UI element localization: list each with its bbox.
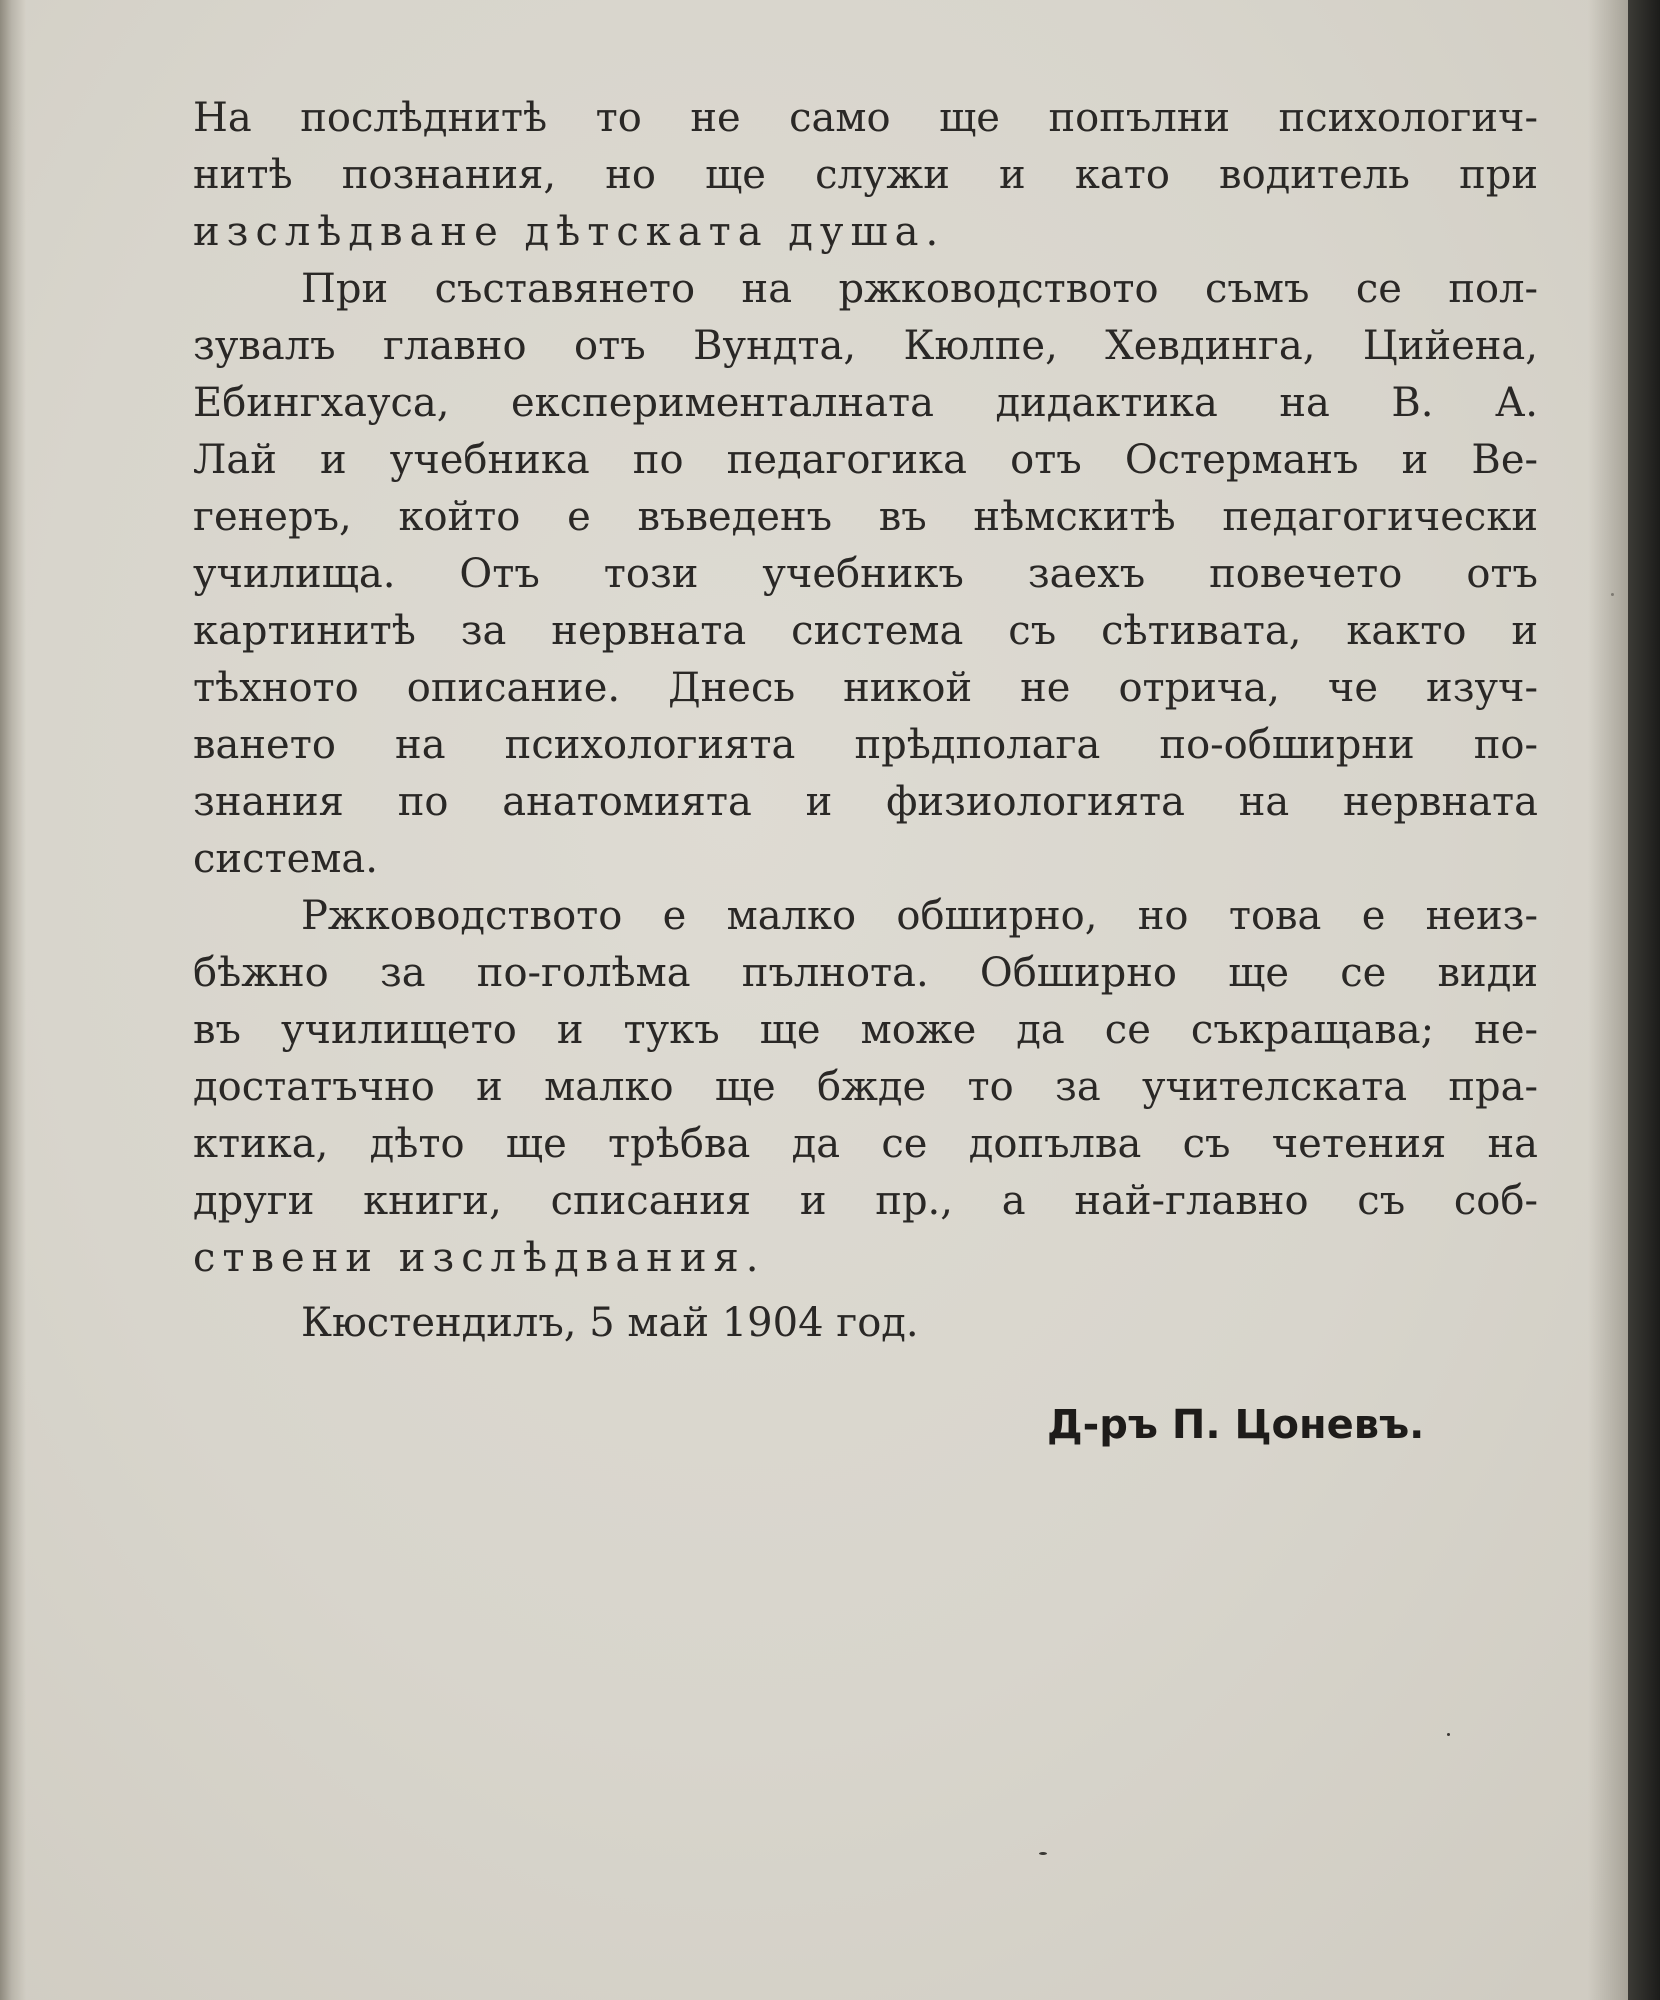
text-line: нитѣ познания, но ще служи и като водитель при bbox=[193, 152, 1538, 198]
paper-speck bbox=[1611, 593, 1614, 596]
text-line: ктика, дѣто ще трѣбва да се допълва съ четения на bbox=[193, 1121, 1538, 1167]
paper-speck bbox=[1039, 1852, 1047, 1855]
text-line: ването на психологията прѣдполага по-обширни по- bbox=[193, 722, 1538, 768]
text-line: бѣжно за по-голѣма пълнота. Обширно ще се види bbox=[193, 950, 1538, 996]
text-line: тѣхното описание. Днесь никой не отрича, че изуч- bbox=[193, 665, 1538, 711]
text-line: картинитѣ за нервната система съ сѣтивата, както и bbox=[193, 608, 1538, 654]
text-line: ствени изслѣдвания. bbox=[193, 1235, 766, 1281]
book-edge-shadow bbox=[1628, 0, 1660, 2000]
text-line: Ебингхауса, експерименталната дидактика на В. А. bbox=[193, 380, 1538, 426]
text-line: знания по анатомията и физиологията на нервната bbox=[193, 779, 1538, 825]
text-line: Лай и учебника по педагогика отъ Остерманъ и Ве- bbox=[193, 437, 1538, 483]
text-line: изслѣдване дѣтската душа. bbox=[193, 209, 946, 255]
text-line: система. bbox=[193, 836, 378, 882]
text-line: генеръ, който е въведенъ въ нѣмскитѣ педагогически bbox=[193, 494, 1538, 540]
text-line: училища. Отъ този учебникъ заехъ повечето отъ bbox=[193, 551, 1538, 597]
preface-text bbox=[193, 90, 1538, 1287]
text-line: други книги, списания и пр., а най-главно съ соб- bbox=[193, 1178, 1538, 1224]
text-line: зувалъ главно отъ Вундта, Кюлпе, Хевдинга, Цийена, bbox=[193, 323, 1538, 369]
text-line: въ училището и тукъ ще може да се съкращава; не- bbox=[193, 1007, 1538, 1053]
text-line: достатъчно и малко ще бжде то за учителската пра- bbox=[193, 1064, 1538, 1110]
text-line: При съставянето на ржководството съмъ се пол- bbox=[301, 266, 1538, 312]
author-signature: Д-ръ П. Цоневъ. bbox=[1047, 1402, 1425, 1448]
place-and-date: Кюстендилъ, 5 май 1904 год. bbox=[301, 1300, 919, 1346]
text-line: Ржководството е малко обширно, но това е неиз- bbox=[301, 893, 1538, 939]
text-line: На послѣднитѣ то не само ще попълни психологич- bbox=[193, 95, 1538, 141]
paper-speck bbox=[1447, 1733, 1450, 1736]
